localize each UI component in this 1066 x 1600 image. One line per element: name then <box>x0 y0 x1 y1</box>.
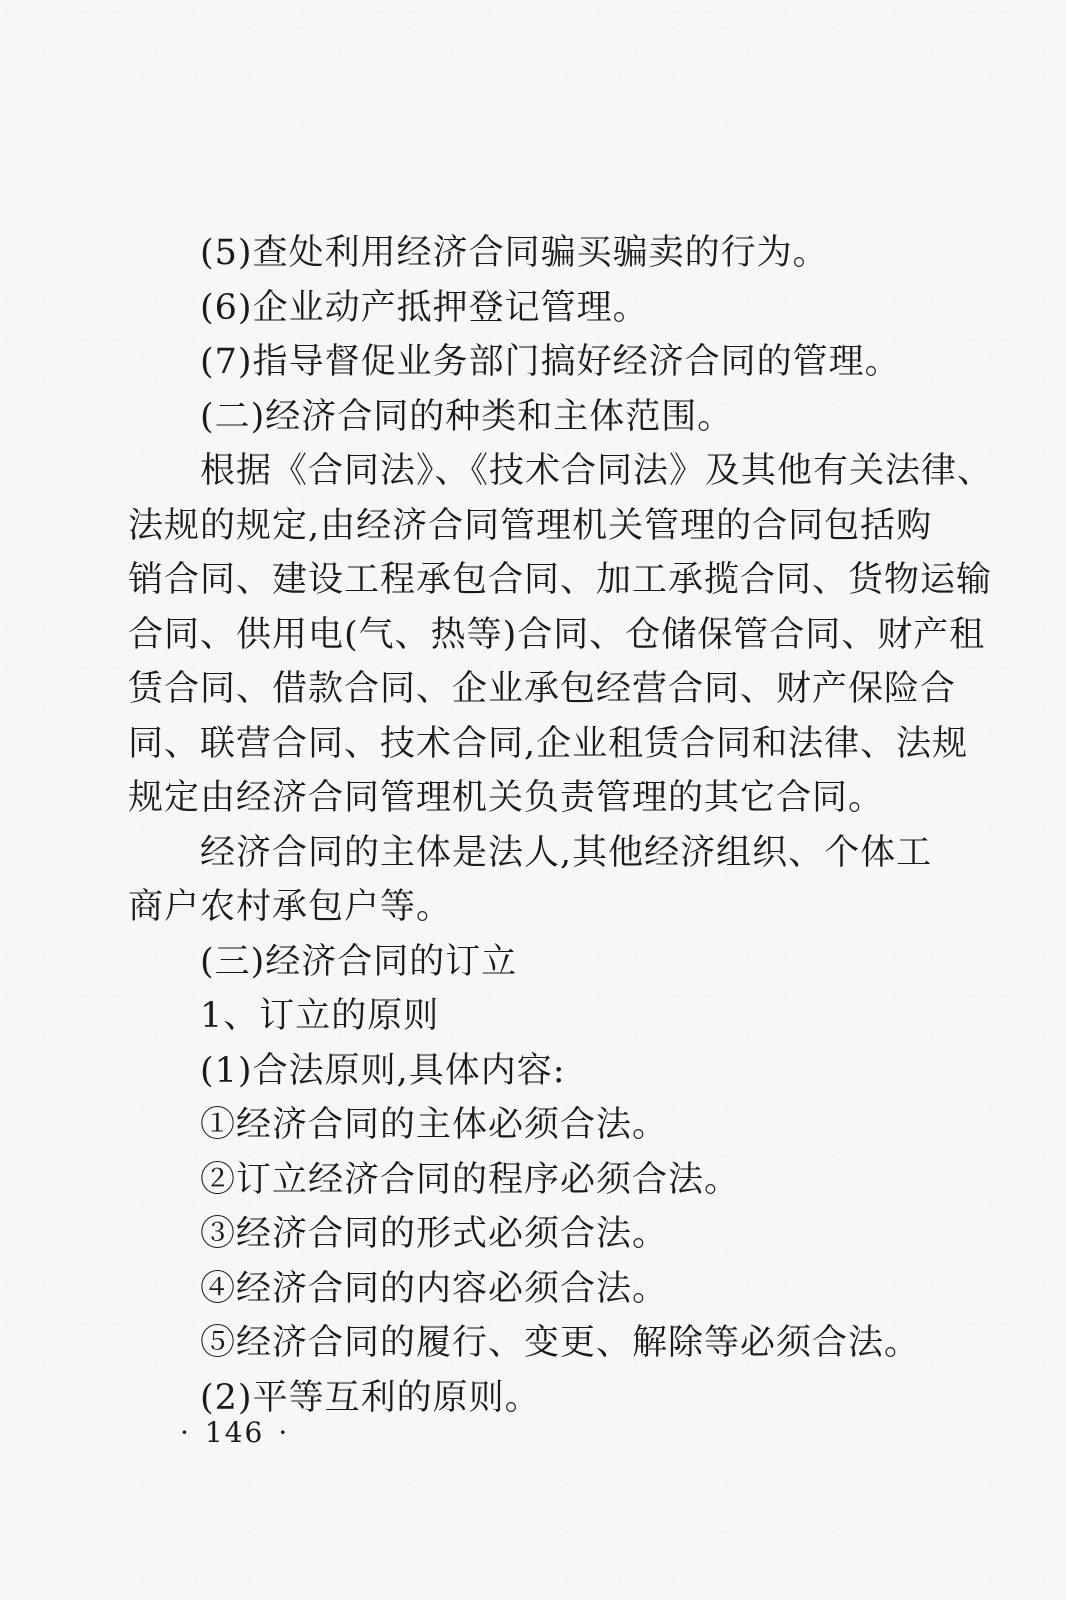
text-line: 法规的规定,由经济合同管理机关管理的合同包括购 <box>128 505 933 546</box>
page-number-dot-right: · <box>278 1416 290 1449</box>
page-number <box>166 1416 303 1449</box>
text-line: 规定由经济合同管理机关负责管理的其它合同。 <box>128 778 885 818</box>
body-text <box>128 226 994 1425</box>
list-item: ⑤经济合同的履行、变更、解除等必须合法。 <box>200 1323 921 1363</box>
list-item: ③经济合同的形式必须合法。 <box>200 1214 669 1254</box>
page-number-value: 146 <box>204 1416 265 1449</box>
text-line: 商户农村承包户等。 <box>128 887 453 927</box>
text-line: 赁合同、借款合同、企业承包经营合同、财产保险合 <box>128 669 957 709</box>
text-line: (1)合法原则,具体内容: <box>200 1050 566 1091</box>
subsection-heading: 1、订立的原则 <box>200 996 440 1036</box>
list-item: ②订立经济合同的程序必须合法。 <box>200 1159 741 1200</box>
section-heading: (三)经济合同的订立 <box>200 941 518 982</box>
text-line: 经济合同的主体是法人,其他经济组织、个体工 <box>200 832 933 873</box>
text-line: 合同、供用电(气、热等)合同、仓储保管合同、财产租 <box>128 614 986 655</box>
text-line: (2)平等互利的原则。 <box>200 1377 541 1418</box>
list-item: ①经济合同的主体必须合法。 <box>200 1105 669 1145</box>
text-line: (6)企业动产抵押登记管理。 <box>200 287 649 328</box>
page-number-dot-left: · <box>180 1416 191 1449</box>
text-line: 销合同、建设工程承包合同、加工承揽合同、货物运输 <box>128 560 993 600</box>
section-heading: (二)经济合同的种类和主体范围。 <box>200 396 734 437</box>
text-line: 同、联营合同、技术合同,企业租赁合同和法律、法规 <box>128 723 969 764</box>
list-item: ④经济合同的内容必须合法。 <box>200 1268 669 1309</box>
text-line: (5)查处利用经济合同骗买骗卖的行为。 <box>200 233 829 273</box>
text-line: 根据《合同法》、《技术合同法》及其他有关法律、 <box>200 451 994 491</box>
text-line: (7)指导督促业务部门搞好经济合同的管理。 <box>200 342 901 382</box>
